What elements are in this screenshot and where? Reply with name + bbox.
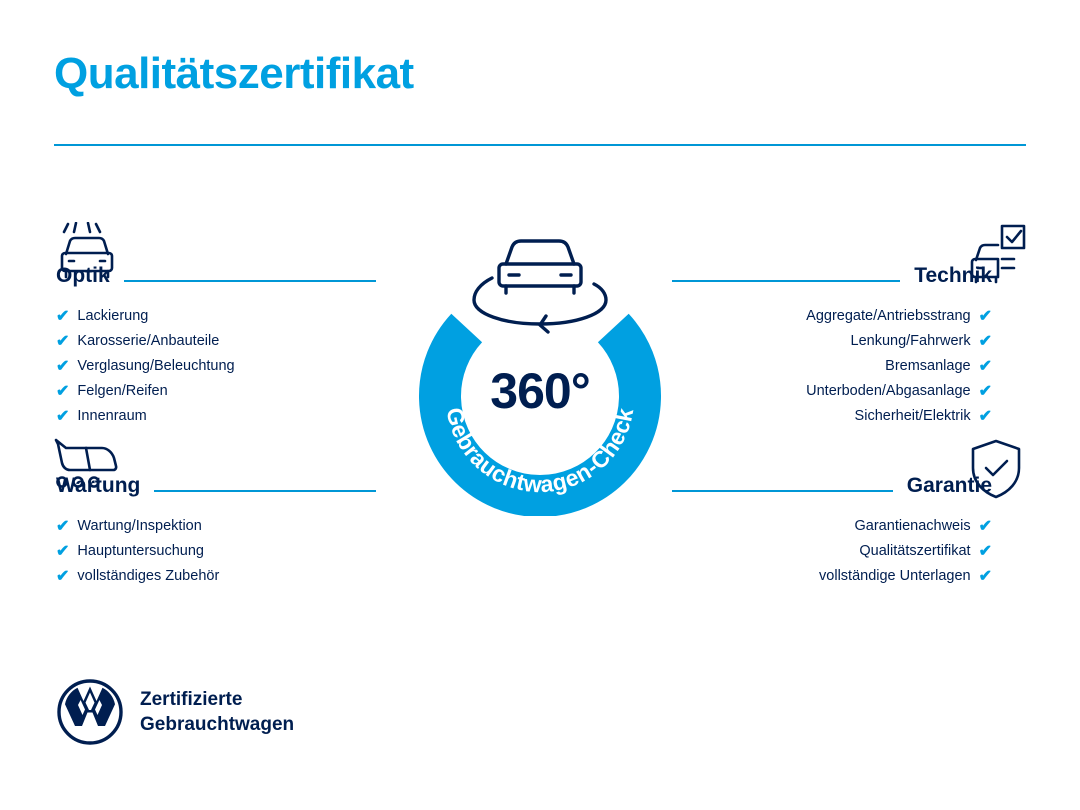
- section-wartung: [56, 456, 376, 605]
- section-title-optik: Optik: [56, 264, 110, 287]
- footer-line-2: Gebrauchtwagen: [140, 714, 295, 735]
- section-title-technik: Technik: [914, 264, 992, 287]
- checklist-wartung: [56, 514, 376, 589]
- section-header-technik: [672, 246, 992, 288]
- section-technik: [672, 246, 992, 445]
- list-item-label: Garantienachweis: [854, 518, 971, 534]
- list-item: [672, 354, 992, 379]
- badge-360-check: [400, 216, 680, 516]
- list-item-label: Verglasung/Beleuchtung: [77, 358, 235, 374]
- list-item: [56, 354, 376, 379]
- check-icon: ✔: [56, 307, 70, 325]
- check-icon: ✔: [978, 382, 992, 400]
- footer-text: [140, 687, 294, 737]
- check-icon: ✔: [56, 407, 70, 425]
- check-icon: ✔: [56, 567, 70, 585]
- list-item: [672, 304, 992, 329]
- check-icon: ✔: [56, 542, 70, 560]
- check-icon: ✔: [56, 357, 70, 375]
- list-item-label: Wartung/Inspektion: [77, 518, 202, 534]
- section-title-garantie: Garantie: [906, 474, 992, 497]
- list-item-label: Innenraum: [77, 408, 147, 424]
- section-garantie: [672, 456, 992, 605]
- ring-label: Gebrauchtwagen-Check: [441, 405, 639, 498]
- check-icon: ✔: [978, 332, 992, 350]
- check-icon: ✔: [56, 382, 70, 400]
- list-item-label: Unterboden/Abgasanlage: [806, 383, 971, 399]
- list-item-label: Lenkung/Fahrwerk: [850, 333, 971, 349]
- list-item: [672, 329, 992, 354]
- list-item-label: Hauptuntersuchung: [77, 543, 204, 559]
- section-header-garantie: [672, 456, 992, 498]
- badge-degrees: 360°: [490, 363, 590, 419]
- section-divider-garantie: [672, 490, 893, 492]
- vw-logo: [56, 678, 124, 746]
- list-item: [672, 564, 992, 589]
- section-divider-wartung: [154, 490, 376, 492]
- list-item-label: Karosserie/Anbauteile: [77, 333, 220, 349]
- list-item-label: Qualitätszertifikat: [859, 543, 971, 559]
- list-item-label: Aggregate/Antriebsstrang: [806, 308, 971, 324]
- list-item: [672, 404, 992, 429]
- section-optik: [56, 246, 376, 445]
- list-item-label: Lackierung: [77, 308, 149, 324]
- section-title-wartung: Wartung: [56, 474, 141, 497]
- list-item-label: Bremsanlage: [885, 358, 971, 374]
- section-header-optik: [56, 246, 376, 288]
- page-title: Qualitätszertifikat: [54, 49, 414, 98]
- list-item: [56, 304, 376, 329]
- section-divider-optik: [124, 280, 376, 282]
- footer-brand: [56, 678, 294, 746]
- list-item-label: Sicherheit/Elektrik: [854, 408, 971, 424]
- list-item: [56, 329, 376, 354]
- check-icon: ✔: [978, 407, 992, 425]
- list-item-label: Felgen/Reifen: [77, 383, 168, 399]
- list-item-label: vollständige Unterlagen: [819, 568, 971, 584]
- check-icon: ✔: [978, 357, 992, 375]
- section-divider-technik: [672, 280, 900, 282]
- checklist-optik: [56, 304, 376, 429]
- checklist-technik: [672, 304, 992, 429]
- checklist-garantie: [672, 514, 992, 589]
- check-icon: ✔: [978, 567, 992, 585]
- check-icon: ✔: [56, 332, 70, 350]
- check-icon: ✔: [978, 307, 992, 325]
- section-header-wartung: [56, 456, 376, 498]
- list-item-label: vollständiges Zubehör: [77, 568, 220, 584]
- check-icon: ✔: [56, 517, 70, 535]
- check-icon: ✔: [978, 517, 992, 535]
- list-item: [672, 514, 992, 539]
- list-item: [56, 564, 376, 589]
- list-item: [56, 379, 376, 404]
- check-icon: ✔: [978, 542, 992, 560]
- footer-line-1: Zertifizierte: [140, 689, 243, 710]
- list-item: [56, 539, 376, 564]
- list-item: [56, 514, 376, 539]
- list-item: [672, 379, 992, 404]
- car-360-icon: [474, 241, 606, 332]
- list-item: [56, 404, 376, 429]
- list-item: [672, 539, 992, 564]
- header-divider: [54, 144, 1026, 146]
